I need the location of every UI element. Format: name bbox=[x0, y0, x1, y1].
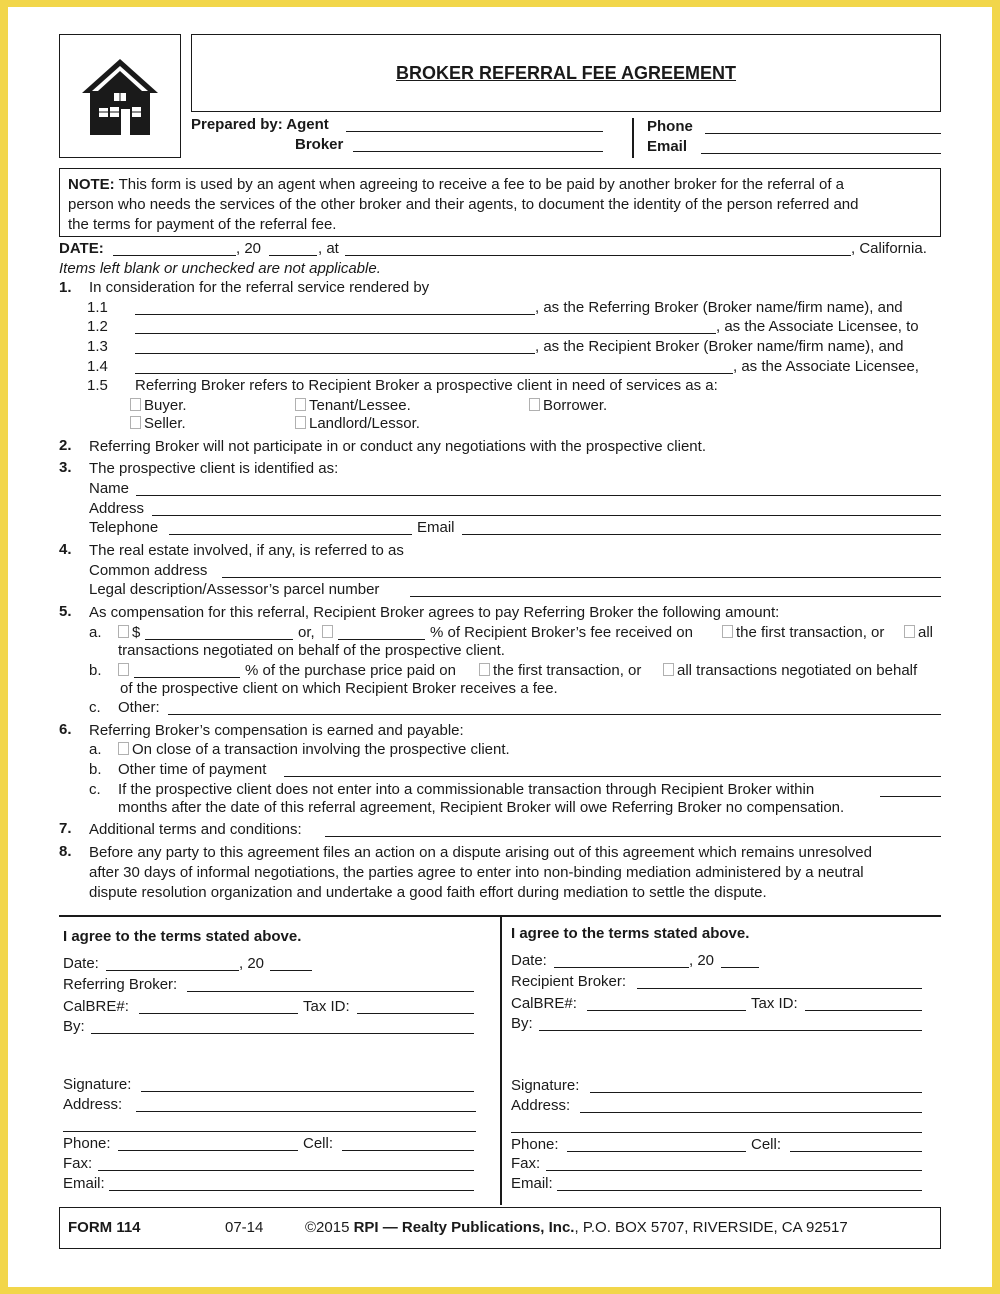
client-name-field[interactable] bbox=[136, 495, 941, 496]
left-fax-label: Fax: bbox=[63, 1155, 93, 1172]
seller-checkbox[interactable] bbox=[130, 416, 141, 429]
right-year-field[interactable] bbox=[721, 967, 759, 968]
section-8-number: 8. bbox=[59, 843, 72, 860]
agent-field[interactable] bbox=[346, 131, 603, 132]
section-6-text: Referring Broker’s compensation is earned and payable: bbox=[89, 722, 464, 739]
recipient-associate-field[interactable] bbox=[135, 373, 733, 374]
note-line-1: NOTE: This form is used by an agent when agreeing to receive a fee to be paid by another broker for the referral of a bbox=[68, 176, 844, 193]
section-4-text: The real estate involved, if any, is referred to as bbox=[89, 542, 404, 559]
purchase-percent-field[interactable] bbox=[134, 677, 240, 678]
section-3-number: 3. bbox=[59, 459, 72, 476]
date-year-field[interactable] bbox=[269, 255, 317, 256]
item-5a-line-2: transactions negotiated on behalf of the prospective client. bbox=[118, 642, 505, 659]
buyer-checkbox[interactable] bbox=[130, 398, 141, 411]
item-5b-letter: b. bbox=[89, 662, 102, 679]
section-5-text: As compensation for this referral, Recipient Broker agrees to pay Referring Broker the following amount: bbox=[89, 604, 780, 621]
other-compensation-field[interactable] bbox=[168, 714, 941, 715]
right-date-label: Date: bbox=[511, 952, 547, 969]
date-year-label: , 20 bbox=[236, 240, 262, 257]
option-tenant[interactable]: Tenant/Lessee. bbox=[295, 397, 411, 415]
email-label: Email bbox=[647, 138, 688, 155]
b-all-transactions-checkbox[interactable] bbox=[663, 663, 674, 676]
recipient-broker-sig-field[interactable] bbox=[637, 988, 922, 989]
section-4-number: 4. bbox=[59, 541, 72, 558]
item-5c-text: Other: bbox=[118, 699, 160, 716]
item-5c-letter: c. bbox=[89, 699, 101, 716]
right-fax-label: Fax: bbox=[511, 1155, 541, 1172]
item-5a-dollar[interactable]: $ bbox=[118, 624, 140, 642]
section-8-line-2: after 30 days of informal negotiations, the parties agree to enter into non-binding mediation administered by a neutral bbox=[89, 864, 864, 881]
landlord-checkbox[interactable] bbox=[295, 416, 306, 429]
right-taxid-label: Tax ID: bbox=[751, 995, 798, 1012]
form-title: BROKER REFERRAL FEE AGREEMENT bbox=[395, 63, 737, 83]
date-at-label: , at bbox=[318, 240, 339, 257]
note-line-3: the terms for payment of the referral fee. bbox=[68, 216, 337, 233]
left-year-label: , 20 bbox=[239, 955, 265, 972]
footer-publisher: ©2015 RPI — Realty Publications, Inc., P.O. BOX 5707, RIVERSIDE, CA 92517 bbox=[305, 1219, 848, 1236]
right-signature-label: Signature: bbox=[511, 1077, 580, 1094]
legal-description-field[interactable] bbox=[410, 596, 941, 597]
client-email-label: Email bbox=[417, 519, 455, 536]
b-first-transaction-checkbox[interactable] bbox=[479, 663, 490, 676]
note-box bbox=[59, 168, 941, 237]
right-date-field[interactable] bbox=[554, 967, 689, 968]
section-7-text: Additional terms and conditions: bbox=[89, 821, 302, 838]
section-8-line-1: Before any party to this agreement files an action on a dispute arising out of this agreement which remains unresolved bbox=[89, 844, 872, 861]
common-address-label: Common address bbox=[89, 562, 208, 579]
item-1-1-number: 1.1 bbox=[87, 299, 108, 316]
option-landlord[interactable]: Landlord/Lessor. bbox=[295, 415, 420, 433]
phone-field[interactable] bbox=[705, 133, 941, 134]
section-3-text: The prospective client is identified as: bbox=[89, 460, 339, 477]
borrower-checkbox[interactable] bbox=[529, 398, 540, 411]
section-1-number: 1. bbox=[59, 279, 72, 296]
right-phone-field[interactable] bbox=[567, 1151, 746, 1152]
agree-left: I agree to the terms stated above. bbox=[63, 928, 302, 945]
months-field[interactable] bbox=[880, 796, 941, 797]
right-email-label: Email: bbox=[511, 1175, 553, 1192]
right-by-field[interactable] bbox=[539, 1030, 922, 1031]
left-date-field[interactable] bbox=[106, 970, 239, 971]
item-1-2-text: , as the Associate Licensee, to bbox=[716, 318, 919, 335]
email-field[interactable] bbox=[701, 153, 941, 154]
item-1-2-number: 1.2 bbox=[87, 318, 108, 335]
form-date: 07-14 bbox=[225, 1219, 264, 1236]
left-taxid-field[interactable] bbox=[357, 1013, 474, 1014]
legal-description-label: Legal description/Assessor’s parcel number bbox=[89, 581, 380, 598]
item-5b-first[interactable]: the first transaction, or bbox=[479, 662, 641, 680]
left-signature-field[interactable] bbox=[141, 1091, 474, 1092]
item-5a-letter: a. bbox=[89, 624, 102, 641]
item-1-5-number: 1.5 bbox=[87, 377, 108, 394]
broker-label: Broker bbox=[295, 136, 344, 153]
tenant-checkbox[interactable] bbox=[295, 398, 306, 411]
first-transaction-checkbox[interactable] bbox=[722, 625, 733, 638]
left-calbre-field[interactable] bbox=[139, 1013, 298, 1014]
payment-time-field[interactable] bbox=[284, 776, 941, 777]
left-signature-label: Signature: bbox=[63, 1076, 132, 1093]
section-2-number: 2. bbox=[59, 437, 72, 454]
right-address-field-2[interactable] bbox=[511, 1132, 922, 1133]
percent-checkbox[interactable] bbox=[322, 625, 333, 638]
item-5a-all[interactable]: all bbox=[904, 624, 933, 642]
section-1-text: In consideration for the referral service rendered by bbox=[89, 279, 430, 296]
right-fax-field[interactable] bbox=[546, 1170, 922, 1171]
right-address-label: Address: bbox=[511, 1097, 571, 1114]
left-fax-field[interactable] bbox=[98, 1170, 474, 1171]
right-year-label: , 20 bbox=[689, 952, 715, 969]
referring-broker-sig-field[interactable] bbox=[187, 991, 474, 992]
left-email-field[interactable] bbox=[109, 1190, 474, 1191]
item-6a-text[interactable]: On close of a transaction involving the prospective client. bbox=[118, 741, 510, 759]
referring-associate-field[interactable] bbox=[135, 333, 716, 334]
date-field[interactable] bbox=[113, 255, 236, 256]
left-address-label: Address: bbox=[63, 1096, 123, 1113]
dollar-amount-field[interactable] bbox=[145, 639, 293, 640]
title-box bbox=[191, 34, 941, 112]
item-5b-checkbox-wrap[interactable] bbox=[118, 662, 132, 680]
date-state: , California. bbox=[851, 240, 927, 257]
item-6b-text: Other time of payment bbox=[118, 761, 267, 778]
dollar-checkbox[interactable] bbox=[118, 625, 129, 638]
section-7-number: 7. bbox=[59, 820, 72, 837]
left-address-field-2[interactable] bbox=[63, 1131, 476, 1132]
on-close-checkbox[interactable] bbox=[118, 742, 129, 755]
right-email-field[interactable] bbox=[557, 1190, 922, 1191]
left-year-field[interactable] bbox=[270, 970, 312, 971]
item-5a-pct-text: % of Recipient Broker’s fee received on bbox=[430, 624, 693, 641]
additional-terms-field[interactable] bbox=[325, 836, 941, 837]
section-5-number: 5. bbox=[59, 603, 72, 620]
phone-label: Phone bbox=[647, 118, 693, 135]
client-name-label: Name bbox=[89, 480, 130, 497]
right-cell-label: Cell: bbox=[751, 1136, 782, 1153]
left-calbre-label: CalBRE#: bbox=[63, 998, 129, 1015]
document-page bbox=[8, 7, 992, 1287]
date-label: DATE: bbox=[59, 240, 104, 257]
recipient-broker-field[interactable] bbox=[135, 353, 535, 354]
right-by-label: By: bbox=[511, 1015, 533, 1032]
common-address-field[interactable] bbox=[222, 577, 941, 578]
item-5b-pct-text: % of the purchase price paid on bbox=[245, 662, 456, 679]
right-cell-field[interactable] bbox=[790, 1151, 922, 1152]
left-email-label: Email: bbox=[63, 1175, 105, 1192]
client-address-field[interactable] bbox=[152, 515, 941, 516]
item-5a-first[interactable]: the first transaction, or bbox=[722, 624, 884, 642]
client-telephone-label: Telephone bbox=[89, 519, 159, 536]
item-5b-all[interactable]: all transactions negotiated on behalf bbox=[663, 662, 917, 680]
item-6c-letter: c. bbox=[89, 781, 101, 798]
left-by-label: By: bbox=[63, 1018, 85, 1035]
all-transactions-checkbox[interactable] bbox=[904, 625, 915, 638]
client-address-label: Address bbox=[89, 500, 145, 517]
item-5a-or: or, bbox=[298, 624, 315, 641]
blank-note: Items left blank or unchecked are not applicable. bbox=[59, 260, 381, 277]
left-phone-label: Phone: bbox=[63, 1135, 111, 1152]
percent-fee-field[interactable] bbox=[338, 639, 425, 640]
referring-broker-field[interactable] bbox=[135, 314, 535, 315]
section-6-number: 6. bbox=[59, 721, 72, 738]
section-2-text: Referring Broker will not participate in or conduct any negotiations with the prospective client. bbox=[89, 438, 706, 455]
date-location-field[interactable] bbox=[345, 255, 851, 256]
section-8-line-3: dispute resolution organization and undertake a good faith effort during mediation to settle the dispute. bbox=[89, 884, 767, 901]
purchase-percent-checkbox[interactable] bbox=[118, 663, 129, 676]
header-divider bbox=[632, 118, 634, 158]
logo-box bbox=[59, 34, 181, 158]
client-telephone-field[interactable] bbox=[169, 534, 412, 535]
left-cell-field[interactable] bbox=[342, 1150, 474, 1151]
note-line-2: person who needs the services of the other broker and their agents, to document the identity of the person referred and bbox=[68, 196, 859, 213]
agree-right: I agree to the terms stated above. bbox=[511, 925, 750, 942]
signature-divider bbox=[500, 917, 502, 1205]
right-address-field[interactable] bbox=[580, 1112, 922, 1113]
left-taxid-label: Tax ID: bbox=[303, 998, 350, 1015]
item-6c-text: If the prospective client does not enter into a commissionable transaction through Recipient Broker within bbox=[118, 781, 815, 798]
item-6a-letter: a. bbox=[89, 741, 102, 758]
item-5b-line-2: of the prospective client on which Recipient Broker receives a fee. bbox=[120, 680, 558, 697]
option-borrower[interactable]: Borrower. bbox=[529, 397, 607, 415]
item-1-4-number: 1.4 bbox=[87, 358, 108, 375]
option-buyer[interactable]: Buyer. bbox=[130, 397, 187, 415]
prepared-by-label: Prepared by: Agent bbox=[191, 116, 329, 133]
right-taxid-field[interactable] bbox=[805, 1010, 922, 1011]
recipient-broker-sig-label: Recipient Broker: bbox=[511, 973, 627, 990]
item-6c-line-2: months after the date of this referral agreement, Recipient Broker will owe Referring Broker no compensation. bbox=[118, 799, 845, 816]
item-1-1-text: , as the Referring Broker (Broker name/firm name), and bbox=[535, 299, 903, 316]
right-calbre-label: CalBRE#: bbox=[511, 995, 577, 1012]
item-5a-pct-checkbox-wrap[interactable] bbox=[322, 624, 336, 642]
item-1-3-text: , as the Recipient Broker (Broker name/firm name), and bbox=[535, 338, 904, 355]
referring-broker-sig-label: Referring Broker: bbox=[63, 976, 178, 993]
item-1-5-text: Referring Broker refers to Recipient Broker a prospective client in need of services as a: bbox=[135, 377, 718, 394]
left-phone-field[interactable] bbox=[118, 1150, 298, 1151]
form-number: FORM 114 bbox=[68, 1219, 141, 1236]
house-icon bbox=[60, 35, 180, 157]
item-1-4-text: , as the Associate Licensee, bbox=[733, 358, 919, 375]
item-6b-letter: b. bbox=[89, 761, 102, 778]
right-signature-field[interactable] bbox=[590, 1092, 922, 1093]
broker-field[interactable] bbox=[353, 151, 603, 152]
item-1-3-number: 1.3 bbox=[87, 338, 108, 355]
left-date-label: Date: bbox=[63, 955, 99, 972]
left-address-field[interactable] bbox=[136, 1111, 476, 1112]
footer-box bbox=[59, 1207, 941, 1249]
right-phone-label: Phone: bbox=[511, 1136, 559, 1153]
option-seller[interactable]: Seller. bbox=[130, 415, 186, 433]
client-email-field[interactable] bbox=[462, 534, 941, 535]
left-by-field[interactable] bbox=[91, 1033, 474, 1034]
left-cell-label: Cell: bbox=[303, 1135, 334, 1152]
right-calbre-field[interactable] bbox=[587, 1010, 746, 1011]
